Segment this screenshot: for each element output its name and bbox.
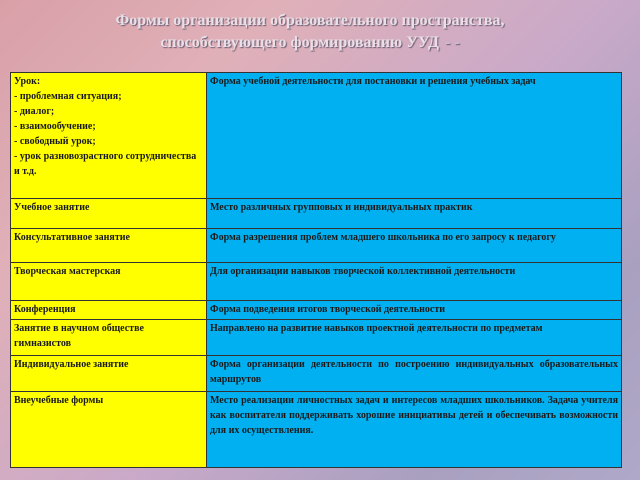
row-label: Занятие в научном обществе гимназистов (11, 320, 207, 356)
row-description: Форма разрешения проблем младшего школьника по его запросу к педагогу (207, 229, 622, 263)
table-row (11, 356, 622, 392)
row-label: Консультативное занятие (11, 229, 207, 263)
table-row (11, 263, 622, 301)
list-item: Урок: (14, 76, 41, 87)
list-item: - диалог; (14, 106, 55, 117)
row-label: Внеучебные формы (11, 392, 207, 468)
title-line-1: Формы организации образовательного пространства, (115, 12, 505, 29)
table-row (11, 320, 622, 356)
table-row (11, 301, 622, 320)
table-row (11, 199, 622, 229)
row-description: Место реализации личностных задач и интересов младших школьников. Задача учителя как воспитателя поддерживать хорошие инициативы детей и обеспечивать возможности для их осуществления. (207, 392, 622, 468)
list-item: - свободный урок; (14, 136, 96, 147)
title-dash: - - (445, 34, 460, 51)
row-label: Творческая мастерская (11, 263, 207, 301)
row-description: Для организации навыков творческой коллективной деятельности (207, 263, 622, 301)
row-label: Учебное занятие (11, 199, 207, 229)
row-description: Форма организации деятельности по построению индивидуальных образовательных маршрутов (207, 356, 622, 392)
title-line-2-text: способствующего формированию УУД (160, 34, 440, 51)
title-line-2 (60, 32, 560, 54)
row-label-lesson (11, 73, 207, 199)
slide-title (60, 10, 560, 54)
list-item: - проблемная ситуация; (14, 91, 122, 102)
list-item: - взаимообучение; (14, 121, 96, 132)
row-label: Индивидуальное занятие (11, 356, 207, 392)
table-row (11, 73, 622, 199)
row-description: Форма учебной деятельности для постановки и решения учебных задач (207, 73, 622, 199)
row-description: Форма подведения итогов творческой деятельности (207, 301, 622, 320)
list-item: - урок разновозрастного сотрудничества и т.д. (14, 151, 197, 177)
row-description: Место различных групповых и индивидуальных практик (207, 199, 622, 229)
table-row (11, 392, 622, 468)
forms-table (10, 72, 622, 468)
row-label: Конференция (11, 301, 207, 320)
row-description: Направлено на развитие навыков проектной деятельности по предметам (207, 320, 622, 356)
table-row (11, 229, 622, 263)
